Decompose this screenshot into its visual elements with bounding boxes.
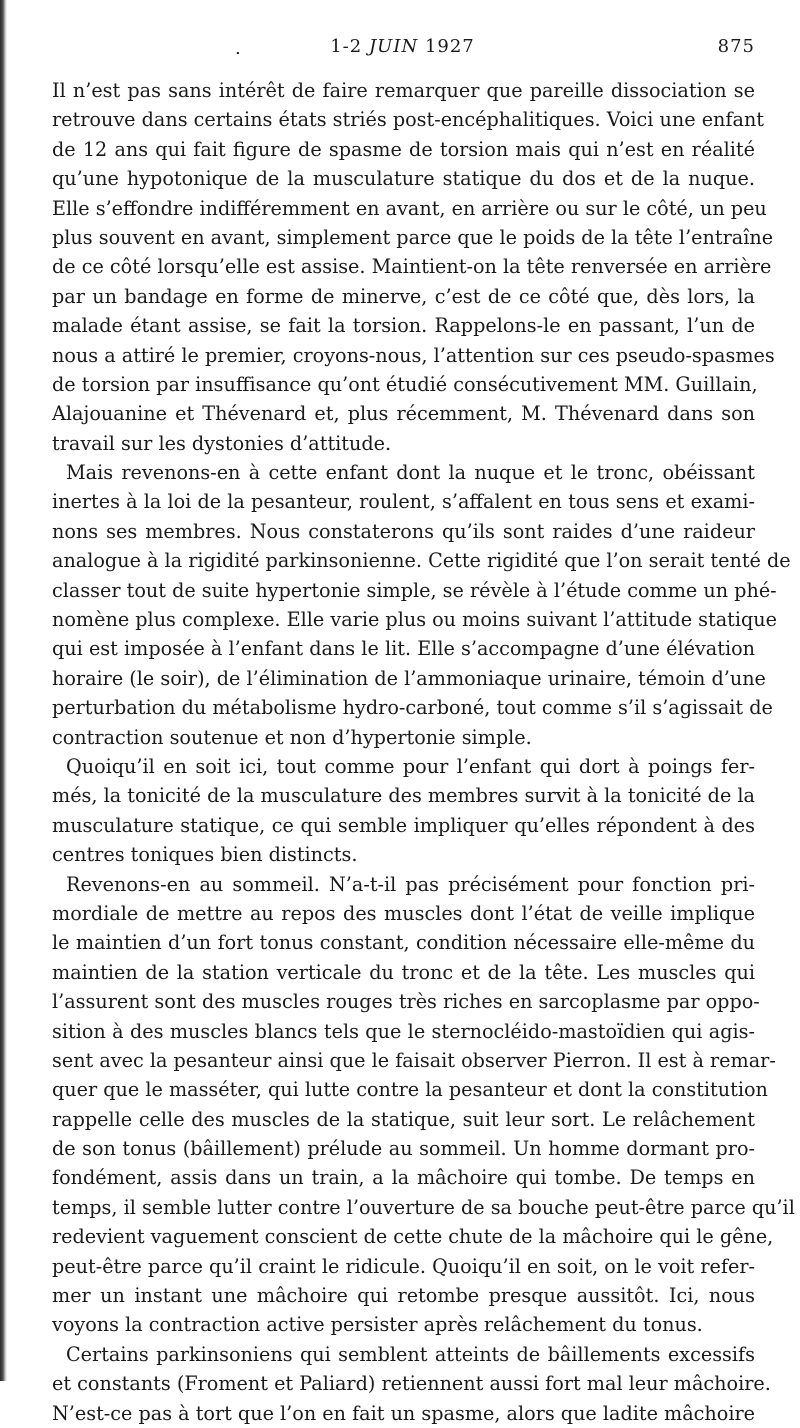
text-line: malade étant assise, se fait la torsion. Rappelons-le en passant, l’un de (52, 314, 755, 338)
text-line: plus souvent en avant, simplement parce que le poids de la tête l’entraîne (52, 225, 774, 249)
text-line: travail sur les dystonies d’attitude. (52, 431, 392, 455)
text-line: retrouve dans certains états striés post-encéphalitiques. Voici une enfant (52, 108, 765, 132)
text-line: Alajouanine et Thévenard et, plus récemment, M. Thévenard dans son (52, 402, 755, 426)
text-line: de son tonus (bâillement) prélude au sommeil. Un homme dormant pro- (52, 1137, 755, 1161)
text-line: voyons la contraction active persister après relâchement du tonus. (52, 1313, 703, 1337)
text-line: Certains parkinsoniens qui semblent atteints de bâillements excessifs (66, 1342, 755, 1366)
text-line: musculature statique, ce qui semble impliquer qu’elles répondent à des (52, 813, 755, 837)
page-header (50, 36, 755, 60)
text-line: de 12 ans qui fait figure de spasme de torsion mais qui n’est en réalité (52, 137, 755, 161)
text-line: classer tout de suite hypertonie simple, se révèle à l’étude comme un phé- (52, 578, 777, 602)
text-line: horaire (le soir), de l’élimination de l’ammoniaque urinaire, témoin d’une (52, 666, 766, 690)
text-line: contraction soutenue et non d’hypertonie simple. (52, 725, 532, 749)
text-line: et constants (Froment et Paliard) retiennent aussi fort mal leur mâchoire. (52, 1372, 771, 1396)
text-line: temps, il semble lutter contre l’ouverture de sa bouche peut-être parce qu’il (52, 1195, 795, 1219)
text-line: sent avec la pesanteur ainsi que le faisait observer Pierron. Il est à remar- (52, 1048, 776, 1072)
page-binding-edge (0, 0, 7, 1381)
text-line: nomène plus complexe. Elle varie plus ou moins suivant l’attitude statique (52, 608, 777, 632)
text-line: Quoiqu’il en soit ici, tout comme pour l’enfant qui dort à poings fer- (66, 754, 755, 778)
text-line: Elle s’effondre indifféremment en avant, en arrière ou sur le côté, un peu (52, 196, 767, 220)
text-line: Revenons-en au sommeil. N’a-t-il pas précisément pour fonction pri- (66, 872, 755, 896)
body-text (52, 76, 795, 1428)
text-line: l’assurent sont des muscles rouges très riches en sarcoplasme par oppo- (52, 990, 760, 1014)
text-line: rappelle celle des muscles de la statique, suit leur sort. Le relâchement (52, 1107, 755, 1131)
text-line: par un bandage en forme de minerve, c’est de ce côté que, dès lors, la (52, 284, 755, 308)
text-line: analogue à la rigidité parkinsonienne. Cette rigidité que l’on serait tenté de (52, 549, 791, 573)
text-line: mordiale de mettre au repos des muscles dont l’état de veille implique (52, 901, 755, 925)
text-line: perturbation du métabolisme hydro-carboné, tout comme s’il s’agissait de (52, 696, 773, 720)
date-prefix: 1-2 (330, 36, 363, 57)
date-year: 1927 (424, 36, 475, 57)
text-line: nous a attiré le premier, croyons-nous, l’attention sur ces pseudo-spasmes (52, 343, 775, 367)
text-line: inertes à la loi de la pesanteur, roulent, s’affalent en tous sens et exami- (52, 490, 755, 514)
text-line: peut-être parce qu’il craint le ridicule. Quoiqu’il en soit, on le voit refer- (52, 1254, 755, 1278)
text-line: mer un instant une mâchoire qui retombe presque aussitôt. Ici, nous (52, 1284, 755, 1308)
text-line: nons ses membres. Nous constaterons qu’ils sont raides d’une raideur (52, 519, 755, 543)
text-line: Il n’est pas sans intérêt de faire remarquer que pareille dissociation se (52, 79, 755, 102)
text-line: més, la tonicité de la musculature des membres survit à la tonicité de la (52, 784, 755, 808)
text-line: centres toniques bien distincts. (52, 843, 358, 867)
text-line: quer que le masséter, qui lutte contre la pesanteur et dont la constitution (52, 1078, 768, 1102)
text-line: fondément, assis dans un train, a la mâchoire qui tombe. De temps en (52, 1166, 755, 1190)
text-line: qui est imposée à l’enfant dans le lit. Elle s’accompagne d’une élévation (52, 637, 755, 661)
text-line: maintien de la station verticale du tronc et de la tête. Les muscles qui (52, 960, 755, 984)
text-line: de ce côté lorsqu’elle est assise. Maintient-on la tête renversée en arrière (52, 255, 772, 279)
text-line: de torsion par insuffisance qu’ont étudié consécutivement MM. Guillain, (52, 372, 758, 396)
text-line: le maintien d’un fort tonus constant, condition nécessaire elle-même du (52, 931, 755, 955)
date-month: JUIN (368, 36, 419, 57)
text-line: Mais revenons-en à cette enfant dont la nuque et le tronc, obéissant (66, 461, 755, 485)
header-mark: . (235, 38, 242, 59)
text-line: redevient vaguement conscient de cette chute de la mâchoire qui le gêne, (52, 1225, 774, 1249)
text-line: qu’une hypotonique de la musculature statique du dos et de la nuque. (52, 167, 755, 191)
text-line: sition à des muscles blancs tels que le sternocléido-mastoïdien qui agis- (52, 1019, 755, 1043)
running-head-date (50, 36, 755, 57)
text-line: N’est-ce pas à tort que l’on en fait un spasme, alors que ladite mâchoire (52, 1401, 756, 1425)
page-number: 875 (717, 36, 755, 57)
